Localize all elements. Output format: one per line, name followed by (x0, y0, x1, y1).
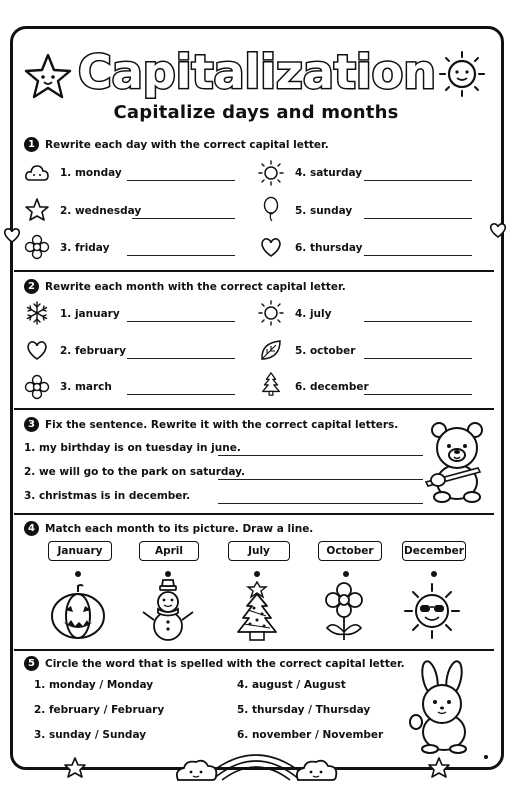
page-title (72, 38, 442, 102)
answer-line[interactable] (364, 321, 472, 322)
divider (14, 408, 494, 410)
answer-line[interactable] (127, 394, 235, 395)
answer-line[interactable] (218, 503, 423, 504)
match-dot[interactable] (75, 571, 81, 577)
flower-icon (24, 234, 50, 260)
divider (14, 513, 494, 515)
list-item: 3. friday (60, 242, 110, 254)
sentence: 3. christmas is in december. (24, 490, 191, 502)
answer-line[interactable] (127, 358, 235, 359)
section-1-heading (24, 137, 329, 152)
list-item: 2. february (60, 345, 126, 357)
match-dot[interactable] (165, 571, 171, 577)
word-choice[interactable]: 6. november / November (237, 729, 384, 741)
teddy-bear-icon (424, 420, 490, 502)
list-item: 4. saturday (295, 167, 363, 179)
list-item: 4. july (295, 308, 332, 320)
list-item: 1. monday (60, 167, 122, 179)
match-dot[interactable] (254, 571, 260, 577)
month-box[interactable]: July (228, 541, 290, 561)
balloon-icon (258, 196, 284, 222)
star-icon (24, 197, 50, 223)
word-choice[interactable]: 3. sunday / Sunday (34, 729, 147, 741)
divider (14, 270, 494, 272)
christmas-tree-icon (226, 580, 288, 642)
word-choice[interactable]: 4. august / August (237, 679, 346, 691)
section-4-instruction: Match each month to its picture. Draw a line. (45, 522, 314, 535)
month-box[interactable]: April (139, 541, 199, 561)
christmas-tree-icon (258, 371, 284, 397)
bunny-icon (408, 660, 478, 754)
word-choice[interactable]: 2. february / February (34, 704, 165, 716)
section-3-instruction: Fix the sentence. Rewrite it with the correct capital letters. (45, 418, 399, 431)
answer-line[interactable] (127, 255, 235, 256)
month-box[interactable]: January (48, 541, 112, 561)
sun-icon (436, 48, 488, 100)
sun-icon (258, 300, 284, 326)
heart-icon (258, 234, 284, 260)
list-item: 5. october (295, 345, 356, 357)
star-icon (64, 757, 86, 779)
list-item: 1. january (60, 308, 120, 320)
subtitle: Capitalize days and months (113, 102, 399, 123)
match-dot[interactable] (431, 571, 437, 577)
section-4-heading (24, 521, 313, 536)
divider (14, 649, 494, 651)
answer-line[interactable] (218, 455, 423, 456)
sun-with-sunglasses-icon (401, 580, 463, 642)
word-choice[interactable]: 1. monday / Monday (34, 679, 154, 691)
section-3-heading (24, 417, 398, 432)
smiling-star-icon (22, 52, 74, 102)
heart-icon (2, 225, 22, 245)
answer-line[interactable] (132, 218, 235, 219)
cloud-icon (24, 160, 50, 186)
answer-line[interactable] (127, 180, 235, 181)
rainbow-with-clouds-icon (174, 736, 338, 784)
word-choice[interactable]: 5. thursday / Thursday (237, 704, 371, 716)
section-number: 4 (24, 521, 39, 536)
heart-icon (488, 220, 508, 240)
month-box[interactable]: December (402, 541, 466, 561)
pumpkin-icon (47, 582, 109, 644)
answer-line[interactable] (218, 479, 423, 480)
list-item: 6. december (295, 381, 369, 393)
heart-icon (24, 337, 50, 363)
answer-line[interactable] (364, 394, 472, 395)
section-2-heading (24, 279, 346, 294)
answer-line[interactable] (364, 218, 472, 219)
sun-icon (258, 160, 284, 186)
sentence: 1. my birthday is on tuesday in june. (24, 442, 241, 454)
leaf-icon (258, 337, 284, 363)
section-5-heading (24, 656, 405, 671)
flower-icon (24, 374, 50, 400)
list-item: 2. wednesday (60, 205, 142, 217)
list-item: 5. sunday (295, 205, 353, 217)
section-1-instruction: Rewrite each day with the correct capital letter. (45, 138, 329, 151)
flower-icon (313, 580, 375, 642)
snowman-icon (137, 580, 199, 642)
list-item: 3. march (60, 381, 112, 393)
section-number: 1 (24, 137, 39, 152)
list-item: 6. thursday (295, 242, 363, 254)
svg-text:Capitalization: Capitalization (78, 45, 436, 99)
star-icon (428, 757, 450, 779)
answer-line[interactable] (364, 255, 472, 256)
answer-line[interactable] (127, 321, 235, 322)
section-number: 5 (24, 656, 39, 671)
section-5-instruction: Circle the word that is spelled with the correct capital letter. (45, 657, 405, 670)
answer-line[interactable] (364, 180, 472, 181)
decorative-dot (484, 755, 488, 759)
answer-line[interactable] (364, 358, 472, 359)
month-box[interactable]: October (318, 541, 382, 561)
match-dot[interactable] (343, 571, 349, 577)
section-number: 3 (24, 417, 39, 432)
sentence: 2. we will go to the park on saturday. (24, 466, 246, 478)
section-number: 2 (24, 279, 39, 294)
section-2-instruction: Rewrite each month with the correct capital letter. (45, 280, 346, 293)
snowflake-icon (24, 300, 50, 326)
